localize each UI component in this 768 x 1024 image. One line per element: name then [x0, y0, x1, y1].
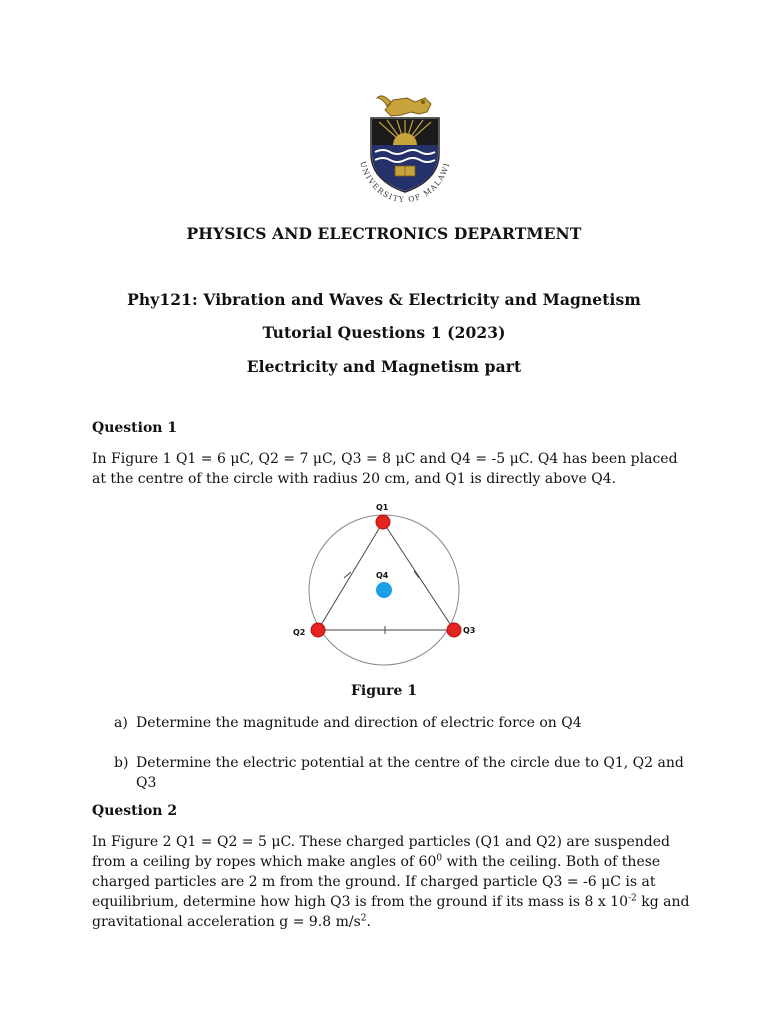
question-1-title: Question 1: [92, 420, 178, 436]
charge-q3: [447, 623, 461, 637]
part-a-marker: a): [114, 715, 128, 731]
tutorial-title: Tutorial Questions 1 (2023): [262, 323, 506, 342]
part-b-marker: b): [114, 755, 129, 771]
lion-crest-icon: [377, 96, 431, 116]
equal-side-ticks: [344, 571, 419, 634]
squared-superscript: 2: [360, 913, 367, 924]
label-q4: Q4: [376, 571, 389, 580]
exponent-superscript: -2: [627, 893, 637, 904]
label-q1: Q1: [376, 503, 389, 512]
shield-icon: [371, 118, 439, 192]
part-title: Electricity and Magnetism part: [246, 357, 522, 376]
university-logo: [355, 88, 455, 216]
label-q3: Q3: [463, 626, 476, 635]
q2-text-end: .: [366, 914, 371, 930]
part-a-text: Determine the magnitude and direction of electric force on Q4: [136, 715, 582, 731]
charge-q4: [376, 582, 392, 598]
part-b-text: Determine the electric potential at the centre of the circle due to Q1, Q2 and Q3: [136, 755, 684, 791]
label-q2: Q2: [293, 628, 306, 637]
q2-text-part-1: In Figure 2 Q1 = Q2 = 5 μC. These charged particles (Q1 and Q2) are suspended from a ceiling by ropes which make angles of 60: [92, 834, 671, 870]
question-1-part-b: [92, 753, 692, 793]
question-1-text: In Figure 1 Q1 = 6 μC, Q2 = 7 μC, Q3 = 8 μC and Q4 = -5 μC. Q4 has been placed at the centre of the circle with radius 20 cm, and Q1 is directly above Q4.: [92, 451, 678, 487]
question-1-part-a: [92, 713, 692, 733]
figure-1-caption: Figure 1: [350, 683, 418, 699]
question-2-text: [92, 832, 692, 932]
question-2-title: Question 2: [92, 803, 178, 819]
charge-q1: [376, 515, 390, 529]
q2-text-part-2: with the ceiling. Both of these charged particles are 2 m from the ground. If charged particle Q3 = -6 μC is at equilibrium, determine how high Q3 is from the ground if its mass is 8 x 10: [92, 854, 661, 910]
department-title: PHYSICS AND ELECTRONICS DEPARTMENT: [186, 224, 582, 243]
logo-ring-text: UNIVERSITY OF MALAWI: [358, 160, 452, 205]
degree-superscript: 0: [436, 853, 443, 864]
course-title: Phy121: Vibration and Waves & Electricity and Magnetism: [127, 290, 641, 309]
figure-1-diagram: [288, 500, 488, 676]
charge-q2: [311, 623, 325, 637]
q2-text-part-3: kg and gravitational acceleration g = 9.8 m/s: [92, 894, 690, 930]
